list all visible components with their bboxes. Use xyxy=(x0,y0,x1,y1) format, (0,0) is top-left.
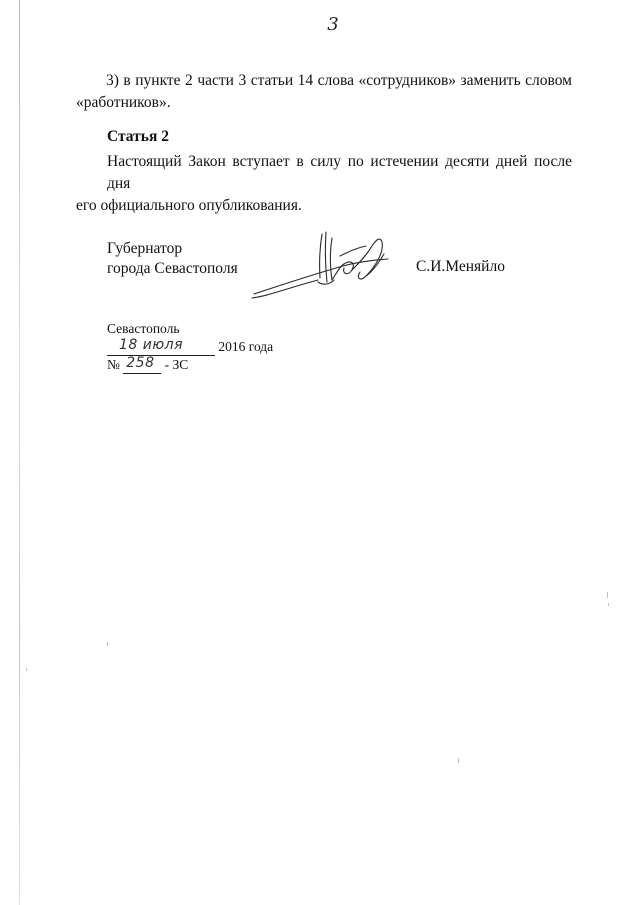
date-blank-line xyxy=(107,337,215,356)
enactment-number-row xyxy=(107,356,307,374)
paragraph-article-2-line-1: Настоящий Закон вступает в силу по истечении десяти дней после дня xyxy=(107,153,572,192)
paragraph-article-2-line-2: его официального опубликования. xyxy=(76,197,302,214)
page-number: 3 xyxy=(327,14,339,35)
handwritten-date: 18 июля xyxy=(119,337,184,353)
handwritten-signature xyxy=(248,226,398,306)
paragraph-item-3 xyxy=(76,70,572,114)
signatory-title xyxy=(107,239,238,279)
handwritten-number: 258 xyxy=(126,355,155,371)
number-sign: № xyxy=(107,357,120,372)
signatory-title-line-1: Губернатор xyxy=(107,240,183,257)
signatory-name: С.И.Меняйло xyxy=(416,258,505,275)
number-suffix: - ЗС xyxy=(164,357,189,372)
paragraph-item-3-line-1: 3) в пункте 2 части 3 статьи 14 слова «сотрудников» заменить словом xyxy=(106,72,572,89)
enactment-block xyxy=(107,320,307,374)
article-heading: Статья 2 xyxy=(107,128,169,145)
paragraph-item-3-line-2: «работников». xyxy=(76,94,171,111)
scan-edge-line xyxy=(19,0,20,905)
enactment-place: Севастополь xyxy=(107,321,180,336)
enactment-year: 2016 года xyxy=(218,339,274,354)
signatory-title-line-2: города Севастополя xyxy=(107,260,238,277)
paragraph-article-2 xyxy=(76,151,572,217)
number-blank-line xyxy=(123,355,161,374)
